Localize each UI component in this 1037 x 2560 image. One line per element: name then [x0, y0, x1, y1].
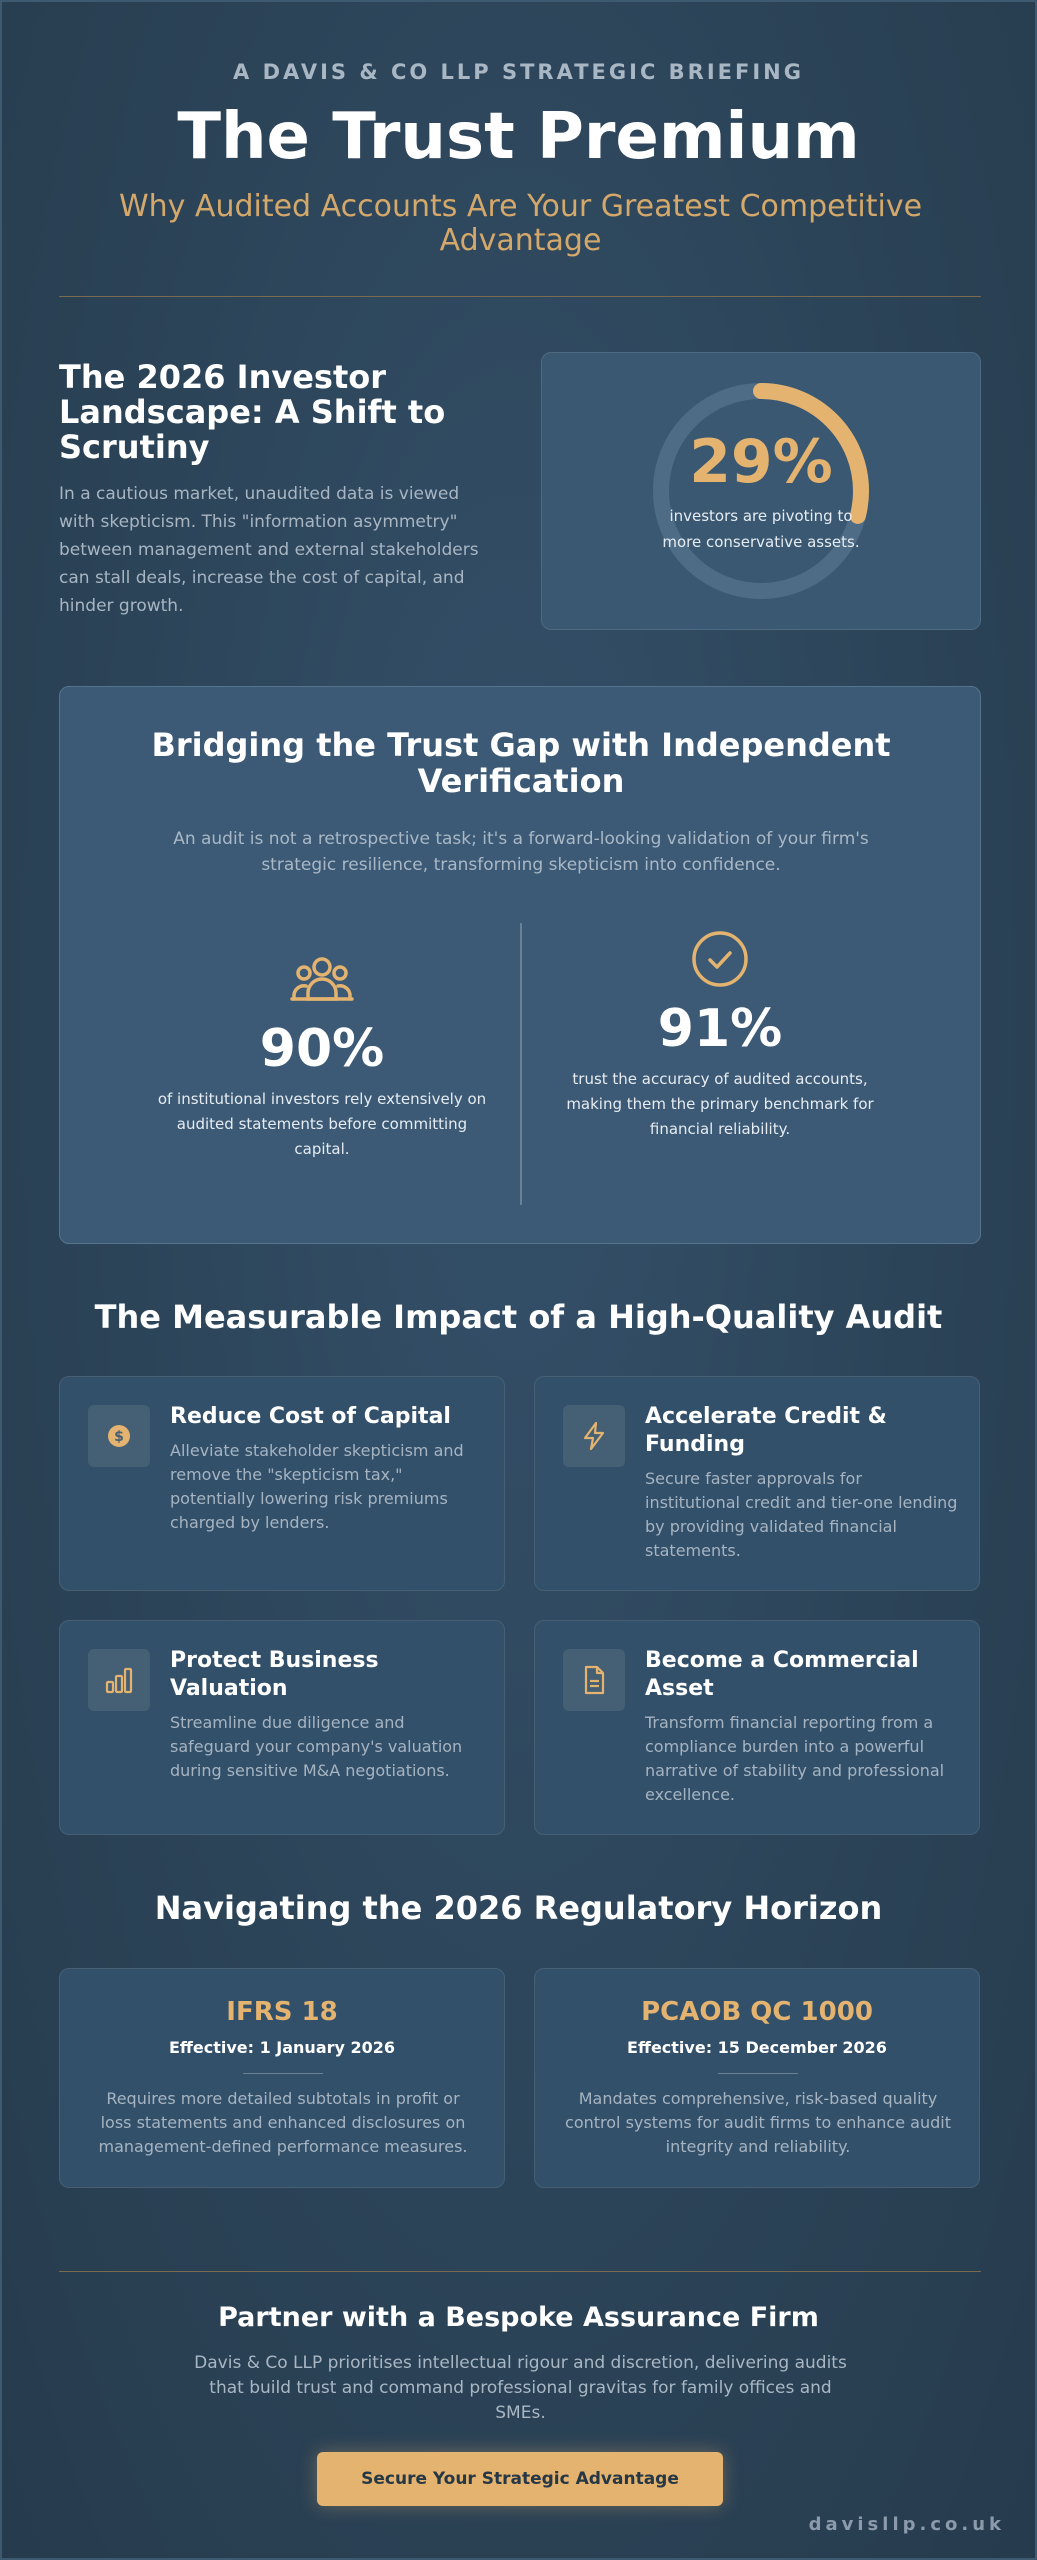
impact-body: Alleviate stakeholder skepticism and remove the "skepticism tax," potentially lowering risk premiums charged by lenders. — [170, 1441, 464, 1532]
partner-body: Davis & Co LLP prioritises intellectual rigour and discretion, delivering audits that build trust and command professional gravitas for family offices and SMEs. — [194, 2353, 847, 2423]
document-icon — [578, 1664, 610, 1696]
impact-title: Protect Business Valuation — [170, 1648, 379, 1701]
regulation-name: IFRS 18 — [226, 1997, 338, 2027]
partner-title: Partner with a Bespoke Assurance Firm — [218, 2302, 819, 2333]
svg-text:$: $ — [114, 1429, 124, 1445]
check-circle-icon — [688, 927, 752, 991]
page-title: The Trust Premium — [177, 100, 860, 174]
cta-button[interactable]: Secure Your Strategic Advantage — [317, 2452, 723, 2506]
divider — [243, 2073, 323, 2074]
impact-card — [59, 1620, 505, 1835]
website-link[interactable]: davisllp.co.uk — [808, 2514, 1005, 2535]
landscape-heading: The 2026 Investor Landscape: A Shift to Scrutiny — [59, 358, 446, 466]
lightning-icon — [578, 1420, 610, 1452]
stat-caption: investors are pivoting to more conservative assets. — [662, 507, 860, 551]
icon-tile — [563, 1649, 625, 1711]
divider — [59, 2271, 981, 2272]
dollar-coin-icon — [103, 1420, 135, 1452]
icon-tile — [88, 1405, 150, 1467]
trust-gap-subtitle: An audit is not a retrospective task; it's a forward-looking validation of your firm's strategic resilience, transforming skepticism into confidence. — [173, 829, 869, 875]
impact-title: Become a Commercial Asset — [645, 1648, 919, 1701]
regulation-body: Mandates comprehensive, risk-based quality control systems for audit firms to enhance audit integrity and reliability. — [565, 2089, 951, 2156]
regulation-name: PCAOB QC 1000 — [641, 1997, 873, 2027]
regulation-date: Effective: 1 January 2026 — [168, 2038, 396, 2057]
bar-chart-icon — [103, 1664, 135, 1696]
icon-tile — [563, 1405, 625, 1467]
eyebrow: A DAVIS & CO LLP STRATEGIC BRIEFING — [233, 60, 804, 84]
stat-value: 91% — [657, 999, 783, 1059]
regulation-card — [59, 1968, 505, 2188]
regulation-date: Effective: 15 December 2026 — [627, 2038, 887, 2057]
impact-title: Accelerate Credit & Funding — [645, 1404, 887, 1457]
stat-text: of institutional investors rely extensively on audited statements before committing capital. — [157, 1090, 487, 1158]
stat-text: trust the accuracy of audited accounts, making them the primary benchmark for financial reliability. — [566, 1070, 874, 1138]
regulation-heading: Navigating the 2026 Regulatory Horizon — [154, 1889, 883, 1927]
users-icon — [290, 947, 354, 1011]
divider — [718, 2073, 798, 2074]
impact-title: Reduce Cost of Capital — [170, 1404, 451, 1429]
stat-column — [157, 947, 487, 1162]
impact-card — [534, 1376, 980, 1591]
impact-body: Secure faster approvals for institutional credit and tier-one lending by providing validated financial statements. — [645, 1469, 958, 1560]
trust-gap-title: Bridging the Trust Gap with Independent Verification — [151, 726, 891, 800]
trust-gap-card — [59, 686, 981, 1244]
regulation-body: Requires more detailed subtotals in profit or loss statements and enhanced disclosures on management-defined performance measures. — [98, 2089, 468, 2156]
impact-card — [59, 1376, 505, 1591]
icon-tile — [88, 1649, 150, 1711]
divider — [59, 296, 981, 297]
regulation-card — [534, 1968, 980, 2188]
stat-card — [541, 352, 981, 630]
vertical-divider — [520, 923, 522, 1205]
impact-body: Transform financial reporting from a compliance burden into a powerful narrative of stability and professional excellence. — [645, 1713, 945, 1804]
impact-card — [534, 1620, 980, 1835]
stat-column — [555, 927, 885, 1142]
landscape-body: In a cautious market, unaudited data is viewed with skepticism. This "information asymmetry" between management and external stakeholders can stall deals, increase the cost of capital, and hinder growth. — [59, 484, 479, 616]
stat-value: 90% — [259, 1019, 385, 1079]
impact-body: Streamline due diligence and safeguard your company's valuation during sensitive M&A negotiations. — [170, 1713, 463, 1780]
impact-heading: The Measurable Impact of a High-Quality Audit — [94, 1298, 943, 1336]
stat-value: 29% — [689, 427, 833, 497]
page-subtitle: Why Audited Accounts Are Your Greatest Competitive Advantage — [118, 189, 923, 258]
